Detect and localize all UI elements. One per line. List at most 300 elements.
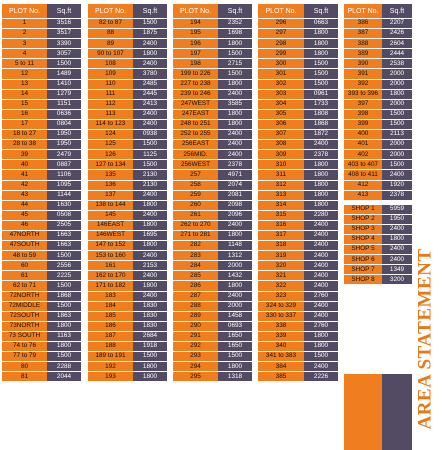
plot-number-cell: 319 [258,251,304,261]
plot-number-cell: 16 [2,109,47,119]
sqft-cell: 2081 [218,190,252,200]
plot-number-cell: 408 to 411 [344,170,382,180]
sqft-cell: 1106 [47,170,81,180]
plot-row [344,150,412,160]
sqft-cell: 1872 [304,130,338,140]
plot-number-cell: 239 to 246 [173,89,218,99]
plot-number-cell: 72SOUTH [2,311,47,321]
sqft-cell: 1163 [47,331,81,341]
plot-row [173,89,252,99]
sqft-cell: 2400 [133,190,167,200]
plot-row [173,342,252,352]
plot-number-cell: 301 [258,69,304,79]
sqft-cell: 3517 [47,29,81,39]
plot-number-cell: 288 [173,301,218,311]
plot-table-3 [173,2,252,382]
sqft-cell: 1650 [218,342,252,352]
plot-row [88,130,167,140]
plot-row [88,342,167,352]
plot-number-cell: 400 [344,130,382,140]
plot-row [344,119,412,129]
plot-number-cell: 399 [344,119,382,129]
plot-number-cell: 61 [2,271,47,281]
plot-row [2,352,81,362]
plot-row [258,130,338,140]
sqft-cell: 0887 [47,160,81,170]
plot-number-cell: 312 [258,180,304,190]
plot-number-cell: 294 [173,362,218,372]
plot-row [173,321,252,331]
shop-row [344,255,412,265]
sqft-cell: 2400 [304,241,338,251]
sqft-cell: 2400 [218,291,252,301]
sqft-cell: 2400 [304,362,338,372]
sqft-cell: 2130 [133,180,167,190]
plot-row [258,271,338,281]
plot-number-cell: 72MIDDLE [2,301,47,311]
plot-number-cell: 74 to 76 [2,342,47,352]
plot-number-cell: 188 [88,342,133,352]
plot-number-cell: 314 [258,200,304,210]
plot-row [2,140,81,150]
sqft-cell: 2684 [133,331,167,341]
plot-row [173,150,252,160]
plot-row [88,89,167,99]
sqft-cell: 3780 [133,69,167,79]
plot-number-cell: 393 to 396 [344,89,382,99]
plot-row [88,241,167,251]
sqft-cell: 2288 [47,362,81,372]
plot-row [258,301,338,311]
sqft-cell: 1500 [133,160,167,170]
sqft-cell: 1800 [218,39,252,49]
plot-number-cell: 305 [258,109,304,119]
plot-row [88,119,167,129]
plot-number-cell: SHOP 4 [344,234,382,244]
plot-row [2,271,81,281]
sqft-cell: 2280 [304,210,338,220]
plot-number-cell: 290 [173,321,218,331]
plot-row [2,109,81,119]
sqft-cell: 2400 [304,281,338,291]
sqft-cell: 1830 [133,321,167,331]
plot-number-cell: 285 [173,271,218,281]
plot-number-cell: 48 to 59 [2,251,47,261]
plot-number-cell: 271 to 281 [173,230,218,240]
plot-row [88,190,167,200]
plot-row [173,19,252,29]
sqft-cell: 1500 [47,251,81,261]
sqft-cell: 2400 [218,89,252,99]
plot-number-cell: 153 to 160 [88,251,133,261]
plot-number-cell: 295 [173,372,218,382]
plot-number-cell: 112 [88,99,133,109]
plot-number-cell: 14 [2,89,47,99]
sqft-cell: 1500 [218,352,252,362]
shop-row [344,224,412,234]
plot-row [2,49,81,59]
plot-number-cell: 3 [2,39,47,49]
plot-number-cell: 187 [88,331,133,341]
plot-row [2,39,81,49]
plot-number-cell: 111 [88,89,133,99]
plot-number-cell: 43 [2,190,47,200]
plot-row [88,200,167,210]
plot-row [2,331,81,341]
sqft-cell: 2400 [133,59,167,69]
plot-number-cell: 299 [258,49,304,59]
sqft-cell: 2760 [304,291,338,301]
plot-row [258,89,338,99]
sqft-cell: 2400 [304,311,338,321]
sqft-cell: 2413 [133,99,167,109]
plot-number-cell: 186 [88,321,133,331]
sqft-cell: 1733 [304,99,338,109]
plot-number-cell: 317 [258,230,304,240]
plot-number-cell: 260 [173,200,218,210]
sqft-cell: 1279 [47,89,81,99]
plot-row [88,301,167,311]
sqft-cell: 1349 [382,265,412,275]
sqft-cell: 2207 [382,19,412,29]
plot-row [344,19,412,29]
sqft-cell: 1800 [304,200,338,210]
plot-number-cell: 308 [258,140,304,150]
plot-row [2,119,81,129]
plot-row [88,311,167,321]
plot-number-cell: 338 [258,321,304,331]
plot-number-cell: 392 [344,79,382,89]
plot-number-cell: 17 [2,119,47,129]
plot-row [173,352,252,362]
plot-row [88,271,167,281]
sqft-cell: 0938 [133,130,167,140]
plot-number-cell: 296 [258,19,304,29]
plot-row [258,241,338,251]
plot-row [258,170,338,180]
sqft-cell: 2400 [382,224,412,234]
plot-number-cell: 386 [344,19,382,29]
sqft-cell: 2098 [218,200,252,210]
plot-row [258,79,338,89]
plot-number-cell: 287 [173,291,218,301]
plot-number-cell: 45 [2,210,47,220]
plot-row [344,79,412,89]
plot-number-cell: 171 to 182 [88,281,133,291]
plot-number-cell: 384 [258,362,304,372]
plot-row [173,210,252,220]
plot-header: PLOT No. [88,3,133,19]
plot-row [258,39,338,49]
plot-header: PLOT No. [173,3,218,19]
plot-row [344,140,412,150]
plot-row [173,170,252,180]
plot-row [2,160,81,170]
plot-row [344,29,412,39]
sqft-cell: 2000 [382,79,412,89]
plot-row [88,160,167,170]
plot-number-cell: 147 to 152 [88,241,133,251]
plot-row [2,150,81,160]
sqft-cell: 2400 [304,301,338,311]
sqft-cell: 3390 [47,39,81,49]
shop-row [344,205,412,215]
plot-row [2,200,81,210]
plot-number-cell: 388 [344,39,382,49]
plot-row [88,291,167,301]
plot-number-cell: 324 to 329 [258,301,304,311]
plot-number-cell: 183 [88,291,133,301]
plot-row [173,130,252,140]
sqft-cell: 3200 [382,275,412,285]
sqft-cell: 1630 [47,200,81,210]
plot-row [88,109,167,119]
plot-number-cell: 47NORTH [2,230,47,240]
plot-row [173,49,252,59]
plot-row [173,99,252,109]
plot-row [258,372,338,382]
sqft-cell: 1800 [304,180,338,190]
sqft-cell: 1800 [47,321,81,331]
sqft-cell: 3585 [218,99,252,109]
plot-number-cell: 227 to 238 [173,79,218,89]
plot-row [88,362,167,372]
sqft-cell: 2113 [382,130,412,140]
sqft-cell: 1800 [218,119,252,129]
plot-row [258,261,338,271]
plot-row [173,261,252,271]
plot-row [2,241,81,251]
plot-row [173,160,252,170]
plot-row [344,39,412,49]
plot-number-cell: 196 [173,39,218,49]
sqft-cell: 1800 [304,49,338,59]
sqft-cell: 1800 [382,89,412,99]
plot-number-cell: SHOP 7 [344,265,382,275]
sqft-cell: 2000 [218,261,252,271]
plot-number-cell: 387 [344,29,382,39]
slate-filler-block [382,374,412,450]
plot-row [173,230,252,240]
plot-row [258,362,338,372]
plot-table-2 [88,2,167,382]
plot-row [258,160,338,170]
sqft-cell: 1500 [218,69,252,79]
sqft-cell: 1920 [382,180,412,190]
plot-row [258,210,338,220]
plot-row [173,362,252,372]
sqft-cell: 0961 [304,89,338,99]
sqft-cell: 2400 [133,109,167,119]
sqft-cell: 1500 [133,19,167,29]
plot-number-cell: 146EAST [88,220,133,230]
plot-number-cell: 194 [173,19,218,29]
plot-number-cell: 397 [344,99,382,109]
plot-row [173,109,252,119]
plot-row [2,301,81,311]
sqft-cell: 1918 [133,342,167,352]
plot-row [2,79,81,89]
plot-row [2,372,81,382]
plot-row [88,39,167,49]
plot-number-cell: 261 [173,210,218,220]
sqft-cell: 1500 [382,119,412,129]
plot-row [2,59,81,69]
sqft-cell: 1800 [47,342,81,352]
plot-row [258,190,338,200]
sqft-cell: 1800 [133,200,167,210]
plot-row [88,321,167,331]
plot-row [2,220,81,230]
plot-number-cell: 257 [173,170,218,180]
plot-number-cell: 124 [88,130,133,140]
plot-row [344,99,412,109]
sqft-cell: 1800 [218,230,252,240]
plot-row [2,190,81,200]
plot-number-cell: 313 [258,190,304,200]
plot-number-cell: SHOP 1 [344,205,382,215]
shop-row [344,234,412,244]
plot-number-cell: 184 [88,301,133,311]
plot-number-cell: 311 [258,170,304,180]
sqft-cell: 1500 [47,301,81,311]
sqft-cell: 1500 [47,352,81,362]
plot-number-cell: 385 [258,372,304,382]
plot-row [258,49,338,59]
plot-row [2,321,81,331]
plot-number-cell: 13 [2,79,47,89]
plot-number-cell: 189 to 191 [88,352,133,362]
plot-number-cell: 402 [344,150,382,160]
plot-number-cell: 137 [88,190,133,200]
plot-row [173,29,252,39]
sqft-cell: 1830 [133,301,167,311]
sqft-cell: 2556 [47,261,81,271]
plot-number-cell: SHOP 5 [344,245,382,255]
plot-number-cell: 390 [344,59,382,69]
plot-table-5 [344,2,412,285]
sqft-cell: 2400 [382,245,412,255]
sqft-cell: 2044 [47,372,81,382]
plot-row [258,150,338,160]
plot-number-cell: 322 [258,281,304,291]
plot-header: PLOT No. [258,3,304,19]
plot-row [258,19,338,29]
plot-row [258,352,338,362]
plot-number-cell: 284 [173,261,218,271]
plot-row [2,170,81,180]
plot-row [88,210,167,220]
plot-row [258,281,338,291]
sqft-cell: 2000 [382,99,412,109]
plot-number-cell: 72NORTH [2,291,47,301]
plot-number-cell: 248 to 251 [173,119,218,129]
sqft-header: Sq.ft [218,3,252,19]
plot-row [2,180,81,190]
plot-row [173,79,252,89]
sqft-cell: 1875 [133,29,167,39]
sqft-cell: 1500 [304,59,338,69]
plot-number-cell: 318 [258,241,304,251]
plot-row [173,291,252,301]
sqft-cell: 1489 [47,69,81,79]
plot-row [2,99,81,109]
plot-row [344,49,412,59]
sqft-cell: 1830 [133,311,167,321]
plot-row [344,59,412,69]
sqft-cell: 1432 [218,271,252,281]
sqft-cell: 3057 [47,49,81,59]
sqft-cell: 1650 [218,331,252,341]
sqft-cell: 1500 [304,69,338,79]
plot-number-cell: 135 [88,170,133,180]
sqft-cell: 1800 [304,170,338,180]
plot-number-cell: 310 [258,160,304,170]
plot-row [88,59,167,69]
plot-number-cell: 126 [88,150,133,160]
sqft-cell: 2400 [218,150,252,160]
plot-number-cell: 252 to 255 [173,130,218,140]
sqft-cell: 2000 [382,69,412,79]
plot-row [88,372,167,382]
sqft-cell: 2400 [133,271,167,281]
plot-number-cell: 412 [344,180,382,190]
sqft-cell: 2400 [304,271,338,281]
sqft-cell: 1500 [304,79,338,89]
plot-number-cell: 77 to 79 [2,352,47,362]
plot-number-cell: 256WEST [173,160,218,170]
plot-number-cell: 195 [173,29,218,39]
sqft-cell: 1800 [133,281,167,291]
plot-number-cell: 146WEST [88,230,133,240]
sqft-cell: 2400 [133,39,167,49]
plot-number-cell: 303 [258,89,304,99]
sqft-cell: 1950 [382,214,412,224]
plot-row [88,331,167,341]
sqft-cell: 2226 [304,372,338,382]
plot-number-cell: 330 to 337 [258,311,304,321]
plot-number-cell: 389 [344,49,382,59]
sqft-cell: 2444 [382,49,412,59]
plot-row [88,170,167,180]
plot-number-cell: 391 [344,69,382,79]
plot-number-cell: 258 [173,180,218,190]
plot-number-cell: 300 [258,59,304,69]
plot-number-cell: 125 [88,140,133,150]
plot-number-cell: 309 [258,150,304,160]
plot-table-1 [2,2,81,382]
plot-row [173,281,252,291]
plot-number-cell: 39 [2,150,47,160]
sqft-cell: 1500 [218,49,252,59]
plot-row [173,69,252,79]
sqft-cell: 3516 [47,19,81,29]
sqft-cell: 1500 [47,59,81,69]
sqft-cell: 2400 [133,210,167,220]
sqft-cell: 2225 [47,271,81,281]
sqft-cell: 2352 [218,19,252,29]
sqft-header: Sq.ft [133,3,167,19]
sqft-cell: 2096 [218,210,252,220]
plot-number-cell: 136 [88,180,133,190]
sqft-cell: 2400 [133,119,167,129]
plot-row [88,352,167,362]
sqft-cell: 1698 [218,29,252,39]
plot-row [88,230,167,240]
plot-header: PLOT No. [344,3,382,19]
plot-number-cell: 398 [344,109,382,119]
plot-row [88,99,167,109]
